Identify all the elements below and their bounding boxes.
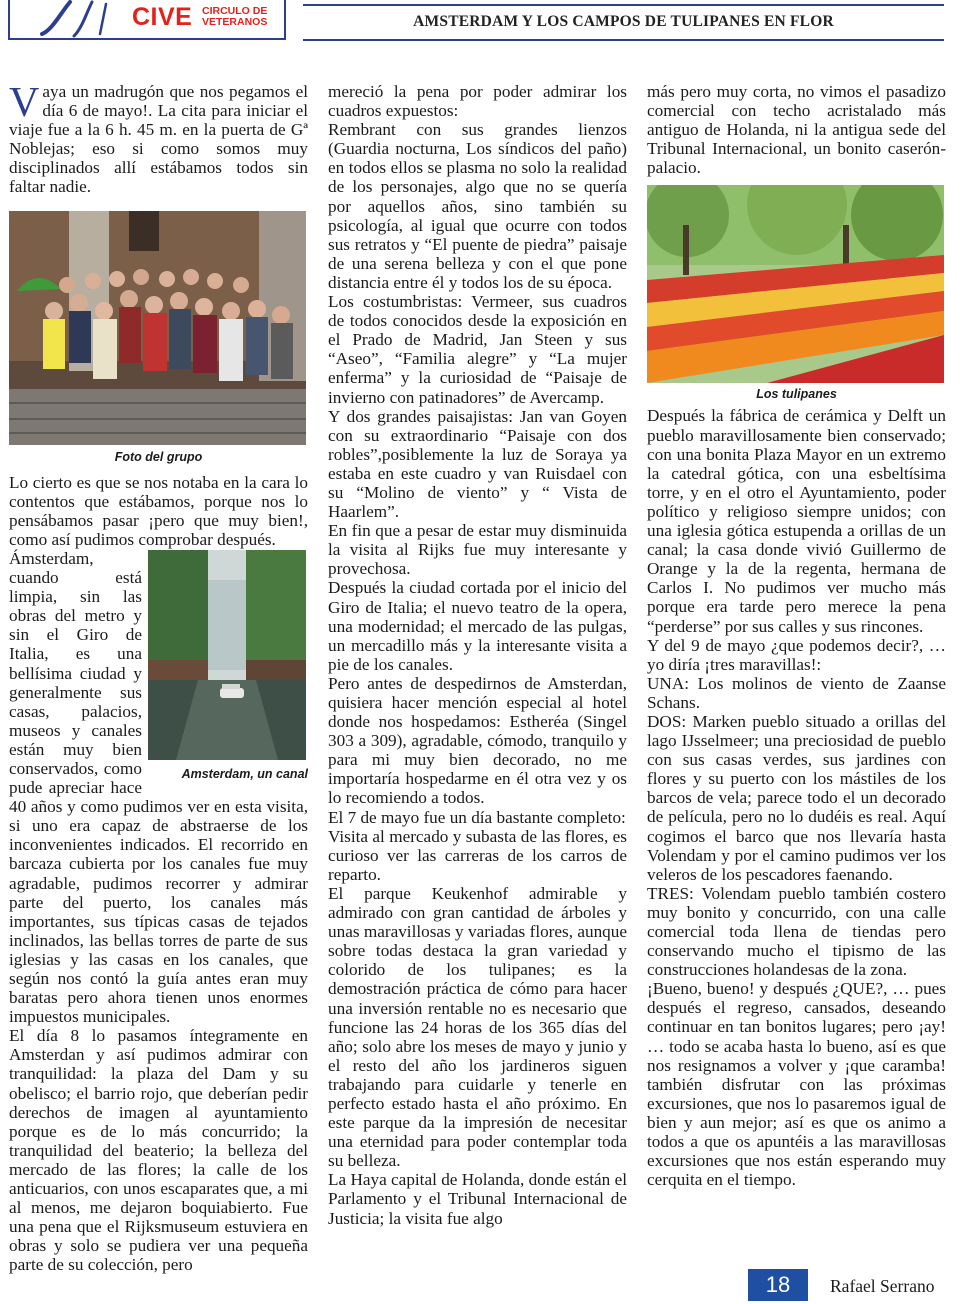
logo-subtitle-line-1: CIRCULO DE — [202, 5, 268, 17]
canal-photo-caption: Amsterdam, un canal — [181, 766, 308, 781]
paragraph: ¡Bueno, bueno! y después ¿QUE?, … pues después el regreso, cansados, deseando continuar en tan bonitos lugares; pero ¡ay! … todo se acaba hasta lo bueno, así es que nos resignamos a volver y ¡que caramba! también disfrutar con las próximas excursiones, que nos lo pasaremos igual de bien y aun mejor; así es que os animo a todos a que os apuntéis a las maravillosas excursiones que nos están esperando muy cerquita en el tiempo. — [647, 979, 946, 1190]
tulips-photo — [647, 185, 944, 383]
paragraph: TRES: Volendam pueblo también costero muy bonito y concurrido, con una calle comercial toda llena de tiendas pero conservando mucho el tipismo de las construcciones holandesas de la zona. — [647, 883, 946, 980]
logo-swoosh-icon — [12, 0, 120, 38]
canal-photo-image — [148, 550, 306, 760]
canal-photo — [148, 550, 306, 760]
paragraph: UNA: Los molinos de viento de Zaanse Schans. — [647, 673, 946, 712]
page-title: AMSTERDAM Y LOS CAMPOS DE TULIPANES EN FLOR — [413, 13, 834, 30]
column-3 — [647, 82, 946, 1189]
group-photo-image — [9, 211, 306, 445]
author-name: Rafael Serrano — [830, 1276, 935, 1296]
paragraph: En fin que a pesar de estar muy disminuida la visita al Rijks fue muy interesante y provechosa. — [328, 521, 627, 579]
paragraph: El día 8 lo pasamos íntegramente en Amsterdan y así pudimos admirar con tranquilidad: la plaza del Dam y su obelisco; el barrio rojo, que deberían pedir derechos de imagen al ayuntamiento porque es de lo más concurrido; la tranquilidad del beaterio; la belleza del mercado de las flores; la calle de los anticuarios, con unos escaparates que, a mi al menos, me dejaron boquiabierto. Fue una pena que el Rijksmuseum estuviera en obras y solo se pudiera ver una pequeña parte de su colección, pero — [9, 1026, 308, 1275]
tulips-photo-image — [647, 185, 944, 383]
paragraph: Después la fábrica de cerámica y Delft un pueblo maravillosamente bien conservado; con una bonita Plaza Mayor en un extremo la catedral gótica, con una esbeltísima torre, y en el otro el Ayuntamiento, poder político y religioso siempre unidos; con una iglesia gótica estupenda a orillas de un canal; la casa donde vivió Guillermo de Orange y la de la regenta, hermana de Carlos I. No pudimos ver mucho más porque era tarde pero merece la pena “perderse” por sus calles y sus rincones. — [647, 406, 946, 636]
paragraph: Y del 9 de mayo ¿que podemos decir?, … yo diría ¡tres maravillas!: — [647, 635, 946, 674]
paragraph: Los costumbristas: Vermeer, sus cuadros de todos conocidos desde la exposición en el Prado de Madrid, Jan Steen y sus “Aseo”, “Familia alegre” y “La mujer enferma” y la curiosidad de “Paisaje de invierno con patinadores” de Avercamp. — [328, 292, 627, 407]
drop-cap: V — [9, 80, 40, 126]
column-1 — [9, 82, 308, 1275]
header-rule-top — [303, 4, 944, 6]
paragraph — [9, 549, 308, 1026]
logo-subtitle-line-2: VETERANOS — [202, 16, 268, 28]
tulips-photo-caption: Los tulipanes — [756, 387, 837, 402]
paragraph: Lo cierto es que se nos notaba en la cara lo contentos que estábamos, porque nos lo pensábamos pasar ¡pero que muy bien!, como así pudimos comprobar después. — [9, 472, 308, 549]
logo-name: CIVE — [132, 3, 193, 31]
group-photo-caption: Foto del grupo — [114, 449, 203, 464]
paragraph: más pero muy corta, no vimos el pasadizo comercial con techo acristalado más antiguo de Holanda, ni la antigua sede del Tribunal Internacional, un bonito caserón-palacio. — [647, 82, 946, 178]
paragraph: Y dos grandes paisajistas: Jan van Goyen con su extraordinario “Paisaje con dos robles”,posiblemente la luz de Soraya ya estaba en este cuadro y van Ruisdael con su “Molino de viento” y “ Vista de Haarlem”. — [328, 406, 627, 522]
header-rule-bottom — [303, 39, 944, 41]
cive-logo — [8, 0, 286, 40]
logo-subtitle — [202, 6, 267, 28]
paragraph: mereció la pena por poder admirar los cuadros expuestos: — [328, 82, 627, 121]
paragraph: DOS: Marken pueblo situado a orillas del lago IJsselmeer; una preciosidad de pueblo con sus casas verdes, sus jardines con flores y su puerto con los mástiles de los barcos de vela; parece todo el un decorado de película, pero no lo dudéis es real. Aquí cogimos el barco que nos llevaría hasta Volendam y por el camino pudimos ver los veleros de los pescadores faenando. — [647, 711, 946, 884]
group-photo — [9, 211, 306, 445]
paragraph-text: aya un madrugón que nos pegamos el día 6 de mayo!. La cita para iniciar el viaje fue a la 6 h. 45 m. en la puerta de Gª Noblejas; eso si como somos muy disciplinados allí estábamos todos sin faltar nadie. — [9, 82, 308, 197]
paragraph-text: Ámsterdam, cuando está limpia, sin las obras del metro y sin el Giro de Italia, es una bellísima ciudad y generalmente sus casas, palacios, museos y canales están muy bien conservados, como pude apreciar hace 40 años y como pudimos ver en esta visita, si uno era capaz de abstraerse de los inconvenientes indicados. El recorrido en barcaza cubierta por los canales fue muy agradable, pudimos recorrer y admirar parte del puerto, los canales más importantes, sus típicas casas de tejados inclinados, las bellas torres de parte de sus iglesias y las casas en los canales, que según nos contó la guía antes eran muy baratas pero ahora tienen unos enormes impuestos municipales. — [9, 548, 308, 1027]
page-number: 18 — [748, 1269, 808, 1301]
canal-figure — [148, 550, 308, 782]
paragraph: La Haya capital de Holanda, donde están el Parlamento y el Tribunal Internacional de Justicia; la visita fue algo — [328, 1170, 627, 1228]
paragraph: El 7 de mayo fue un día bastante completo: — [328, 807, 626, 827]
paragraph: Después la ciudad cortada por el inicio del Giro de Italia; el nuevo teatro de la opera, una modernidad; el mercado de las pulgas, un mercadillo más y la interesante visita a pie de los canales. — [328, 578, 627, 674]
paragraph — [9, 82, 308, 197]
paragraph: El parque Keukenhof admirable y admirado con gran cantidad de árboles y unas maravillosas y variadas flores, aunque sobre todas destaca la gran variedad y colorido de los tulipanes; es la demostración práctica de cómo para hacer una inversión rentable no es necesario que funcione las 24 horas de los 365 días del año; solo abre los meses de mayo y junio y el resto del año los jardineros siguen trabajando para cuidarle y tenerle en perfecto estado hasta el año próximo. En este parque da la impresión de necesitar una eternidad para poder contemplar toda su belleza. — [328, 883, 627, 1171]
page-header — [0, 0, 963, 44]
paragraph: Rembrant con sus grandes lienzos (Guardia nocturna, Los síndicos del paño) en todos ellos se plasma no solo la realidad de los personajes, algo que no se quería por aquellos años, sino también su psicología, al igual que ocurre con todos sus retratos y “El puente de piedra” paisaje de una serena belleza y con el que pone distancia entre él y todos los de su época. — [328, 120, 627, 292]
paragraph: Pero antes de despedirnos de Amsterdan, quisiera hacer mención especial al hotel donde nos hospedamos: Estheréa (Singel 303 a 309), agradable, cómodo, tranquilo y para mi muy bien decorado, no me importaría hospedarme en él otra vez y os lo recomiendo a todos. — [328, 673, 627, 808]
paragraph: Visita al mercado y subasta de las flores, es curioso ver las carreras de los carros de reparto. — [328, 826, 627, 884]
column-2 — [328, 82, 627, 1228]
